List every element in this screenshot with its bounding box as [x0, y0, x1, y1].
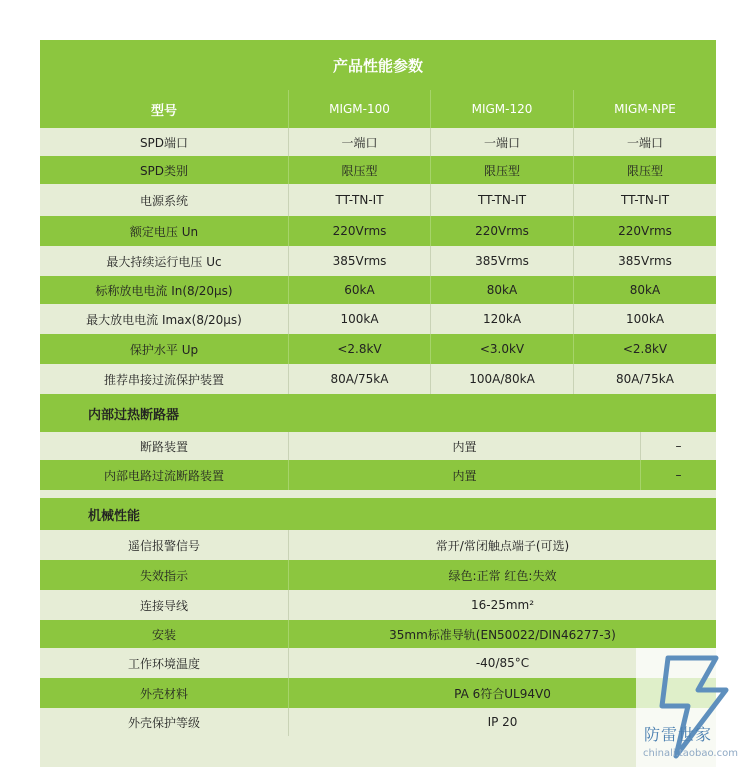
spec-label: SPD类别	[139, 163, 189, 178]
section-header-mechanical	[40, 498, 716, 530]
spec-row	[40, 530, 716, 560]
spec-value: -40/85°C	[288, 648, 716, 678]
spec-value: 220Vrms	[430, 216, 573, 246]
watermark-url: chinali.taobao.com	[643, 748, 738, 759]
spec-row	[40, 432, 716, 460]
spec-value: 限压型	[430, 156, 573, 184]
spec-value: TT-TN-IT	[430, 184, 573, 216]
spec-row	[40, 648, 716, 678]
spec-value: 385Vrms	[573, 246, 716, 276]
spec-row	[40, 156, 716, 184]
spec-value: 220Vrms	[573, 216, 716, 246]
spec-value: 一端口	[573, 128, 716, 156]
spec-value: 100A/80kA	[430, 364, 573, 394]
spec-row	[40, 590, 716, 620]
spec-label: 最大持续运行电压 Uc	[106, 254, 222, 269]
spec-value: 内置	[288, 432, 640, 460]
model-label: 型号	[150, 103, 177, 119]
spec-row	[40, 334, 716, 364]
spec-row	[40, 304, 716, 334]
spec-label: 保护水平 Up	[129, 342, 199, 357]
spec-row	[40, 708, 716, 736]
spec-row	[40, 184, 716, 216]
spec-value: 385Vrms	[430, 246, 573, 276]
spec-label: 最大放电电流 Imax(8/20μs)	[86, 312, 242, 327]
section-header-breaker	[40, 394, 716, 432]
spec-label: 外壳材料	[139, 686, 188, 701]
spec-value: IP 20	[288, 708, 716, 736]
spec-value: 80A/75kA	[288, 364, 430, 394]
spec-value: <2.8kV	[288, 334, 430, 364]
model-name: MIGM-120	[430, 90, 573, 128]
spec-row	[40, 620, 716, 648]
model-name: MIGM-NPE	[573, 90, 716, 128]
spec-value: <3.0kV	[430, 334, 573, 364]
spec-value: 35mm标准导轨(EN50022/DIN46277-3)	[288, 620, 716, 648]
row-divider	[40, 490, 716, 498]
spec-label: 断路装置	[139, 439, 188, 454]
spec-value-npe: –	[640, 432, 716, 460]
spec-label: 额定电压 Un	[129, 224, 199, 239]
section-title: 机械性能	[88, 508, 141, 524]
watermark-brand: 防雷世家	[644, 725, 713, 744]
spec-value: TT-TN-IT	[573, 184, 716, 216]
spec-label: 推荐串接过流保护装置	[103, 372, 224, 387]
spec-label: 失效指示	[139, 568, 188, 583]
spec-value: 16-25mm²	[288, 590, 716, 620]
spec-value: 限压型	[288, 156, 430, 184]
spec-row	[40, 216, 716, 246]
spec-value: PA 6符合UL94V0	[288, 678, 716, 708]
spec-value: 内置	[288, 460, 640, 490]
spec-label: 标称放电电流 In(8/20μs)	[95, 283, 233, 298]
spec-value: 一端口	[430, 128, 573, 156]
spec-label: 内部电路过流断路装置	[103, 468, 224, 483]
spec-value: <2.8kV	[573, 334, 716, 364]
spec-sheet	[40, 40, 716, 767]
spec-value: 100kA	[573, 304, 716, 334]
spec-label: 电源系统	[139, 193, 188, 208]
spec-row	[40, 678, 716, 708]
spec-label: 遥信报警信号	[127, 538, 200, 553]
spec-row	[40, 128, 716, 156]
spec-value: 80kA	[430, 276, 573, 304]
spec-value: 80kA	[573, 276, 716, 304]
spec-label: 工作环境温度	[127, 656, 200, 671]
spec-value: TT-TN-IT	[288, 184, 430, 216]
spec-value: 80A/75kA	[573, 364, 716, 394]
spec-value: 220Vrms	[288, 216, 430, 246]
sheet-title: 产品性能参数	[40, 40, 716, 90]
spec-label: SPD端口	[139, 135, 189, 150]
spec-label: 安装	[151, 627, 176, 642]
spec-value: 385Vrms	[288, 246, 430, 276]
spec-row	[40, 460, 716, 490]
spec-value: 一端口	[288, 128, 430, 156]
spec-value: 常开/常闭触点端子(可选)	[288, 530, 716, 560]
spec-value: 100kA	[288, 304, 430, 334]
model-header-row	[40, 90, 716, 128]
spec-row	[40, 560, 716, 590]
spec-value: 绿色:正常 红色:失效	[288, 560, 716, 590]
spec-label: 外壳保护等级	[127, 715, 200, 730]
spec-value: 120kA	[430, 304, 573, 334]
table-footer	[40, 736, 716, 767]
spec-value: 限压型	[573, 156, 716, 184]
spec-label: 连接导线	[139, 598, 188, 613]
spec-row	[40, 246, 716, 276]
model-name: MIGM-100	[288, 90, 430, 128]
spec-row	[40, 276, 716, 304]
spec-value: 60kA	[288, 276, 430, 304]
section-title: 内部过热断路器	[88, 407, 180, 423]
spec-value-npe: –	[640, 460, 716, 490]
spec-row	[40, 364, 716, 394]
